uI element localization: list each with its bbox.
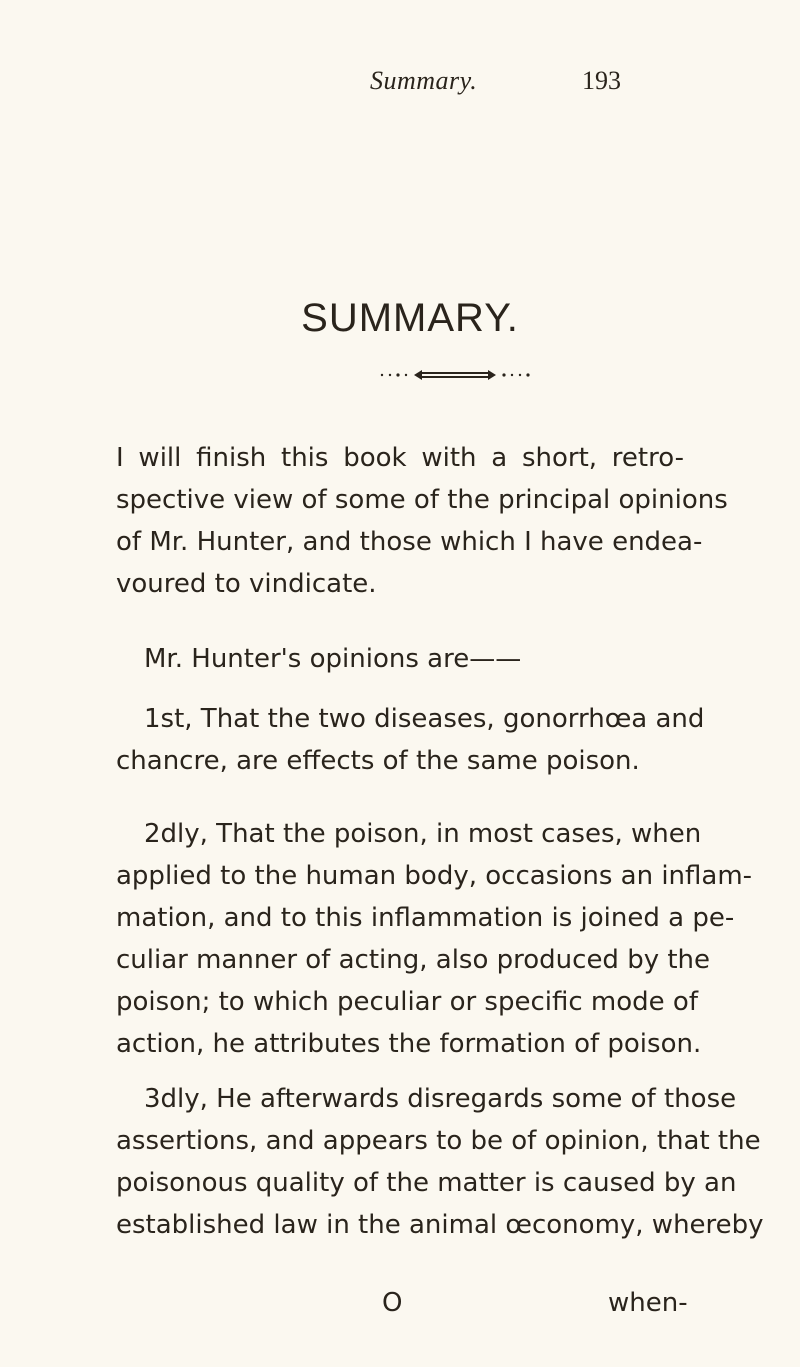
text-line: voured to vindicate. (116, 569, 377, 599)
paragraph-second (116, 813, 753, 1065)
opinions-heading (116, 638, 684, 680)
text-line: applied to the human body, occasions an inflam- (116, 861, 753, 891)
page-number: 193 (582, 66, 621, 95)
catchword: when- (608, 1288, 688, 1318)
text-line: I will finish this book with a short, retro- (116, 443, 684, 473)
paragraph-first (116, 698, 705, 782)
text-line: culiar manner of acting, also produced by the (116, 945, 711, 975)
paragraph-intro (116, 437, 728, 605)
text-line: 3dly, He afterwards disregards some of those (144, 1084, 737, 1114)
ornament-rule (378, 368, 538, 382)
chapter-title: SUMMARY. (301, 296, 519, 340)
text-line: poisonous quality of the matter is caused by an (116, 1168, 737, 1198)
text-line: 1st, That the two diseases, gonorrhœa and (144, 704, 705, 734)
text-line: chancre, are effects of the same poison. (116, 746, 640, 776)
text-line: Mr. Hunter's opinions are—— (144, 644, 522, 674)
text-line: 2dly, That the poison, in most cases, when (144, 819, 702, 849)
text-line: established law in the animal œconomy, whereby (116, 1210, 764, 1240)
text-line: poison; to which peculiar or specific mode of (116, 987, 698, 1017)
running-head: Summary. (370, 66, 478, 95)
text-line: assertions, and appears to be of opinion, that the (116, 1126, 761, 1156)
text-line: spective view of some of the principal opinions (116, 485, 728, 515)
text-line: action, he attributes the formation of poison. (116, 1029, 702, 1059)
text-line: of Mr. Hunter, and those which I have endea- (116, 527, 703, 557)
text-line: mation, and to this inflammation is joined a pe- (116, 903, 735, 933)
signature-mark: O (382, 1288, 403, 1318)
paragraph-third (116, 1078, 764, 1246)
